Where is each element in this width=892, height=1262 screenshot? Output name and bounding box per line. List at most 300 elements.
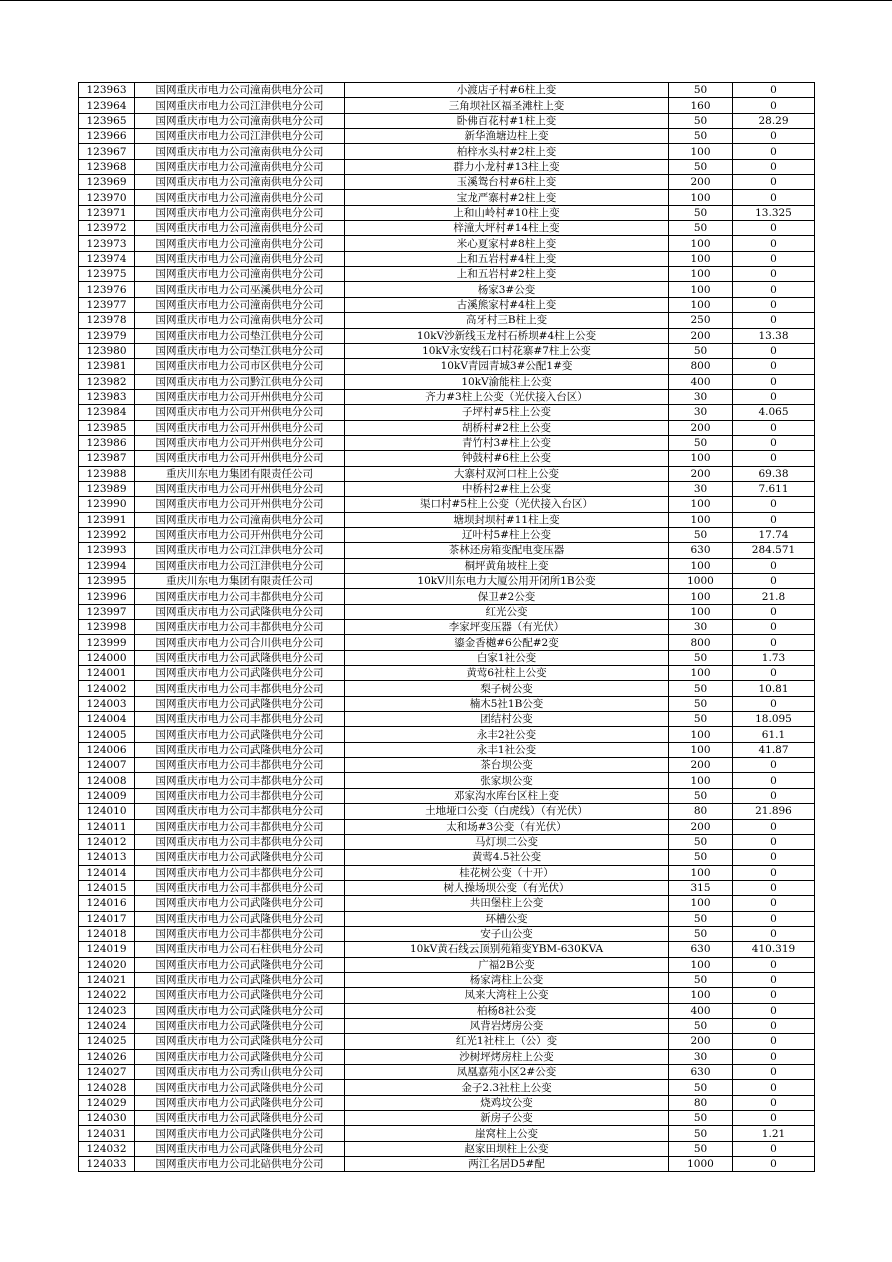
row-id-cell: 124016 bbox=[79, 896, 135, 911]
row-id-cell: 123989 bbox=[79, 481, 135, 496]
row-id-cell: 124005 bbox=[79, 727, 135, 742]
transformer-name-cell: 大寨村双河口柱上公变 bbox=[345, 466, 669, 481]
table-row bbox=[79, 221, 815, 236]
row-id-cell: 123996 bbox=[79, 589, 135, 604]
capacity-cell: 200 bbox=[669, 1034, 733, 1049]
row-id-cell: 123997 bbox=[79, 604, 135, 619]
table-row bbox=[79, 282, 815, 297]
table-row bbox=[79, 527, 815, 542]
capacity-cell: 50 bbox=[669, 129, 733, 144]
transformer-name-cell: 柏梓水头村#2柱上变 bbox=[345, 144, 669, 159]
table-row bbox=[79, 911, 815, 926]
capacity-cell: 50 bbox=[669, 681, 733, 696]
company-cell: 国网重庆市电力公司武隆供电分公司 bbox=[135, 1018, 345, 1033]
company-cell: 国网重庆市电力公司潼南供电分公司 bbox=[135, 236, 345, 251]
table-row bbox=[79, 512, 815, 527]
company-cell: 国网重庆市电力公司垫江供电分公司 bbox=[135, 343, 345, 358]
capacity-cell: 250 bbox=[669, 313, 733, 328]
row-id-cell: 124020 bbox=[79, 957, 135, 972]
table-row bbox=[79, 251, 815, 266]
company-cell: 国网重庆市电力公司武隆供电分公司 bbox=[135, 742, 345, 757]
company-cell: 国网重庆市电力公司开州供电分公司 bbox=[135, 405, 345, 420]
row-id-cell: 124013 bbox=[79, 850, 135, 865]
capacity-cell: 50 bbox=[669, 1111, 733, 1126]
capacity-cell: 50 bbox=[669, 650, 733, 665]
value-cell: 17.74 bbox=[733, 527, 815, 542]
transformer-name-cell: 茶林还房箱变配电变压器 bbox=[345, 543, 669, 558]
row-id-cell: 123998 bbox=[79, 620, 135, 635]
company-cell: 国网重庆市电力公司江津供电分公司 bbox=[135, 558, 345, 573]
capacity-cell: 630 bbox=[669, 1065, 733, 1080]
capacity-cell: 200 bbox=[669, 819, 733, 834]
capacity-cell: 100 bbox=[669, 558, 733, 573]
value-cell: 0 bbox=[733, 880, 815, 895]
capacity-cell: 315 bbox=[669, 880, 733, 895]
capacity-cell: 100 bbox=[669, 267, 733, 282]
value-cell: 21.896 bbox=[733, 804, 815, 819]
capacity-cell: 100 bbox=[669, 988, 733, 1003]
table-row bbox=[79, 666, 815, 681]
table-row bbox=[79, 620, 815, 635]
row-id-cell: 124018 bbox=[79, 926, 135, 941]
transformer-name-cell: 土地垭口公变（白虎线）（有光伏） bbox=[345, 804, 669, 819]
row-id-cell: 123990 bbox=[79, 497, 135, 512]
company-cell: 国网重庆市电力公司潼南供电分公司 bbox=[135, 175, 345, 190]
company-cell: 国网重庆市电力公司垫江供电分公司 bbox=[135, 328, 345, 343]
capacity-cell: 100 bbox=[669, 236, 733, 251]
value-cell: 0 bbox=[733, 297, 815, 312]
table-row bbox=[79, 267, 815, 282]
table-row bbox=[79, 451, 815, 466]
capacity-cell: 80 bbox=[669, 1095, 733, 1110]
company-cell: 国网重庆市电力公司秀山供电分公司 bbox=[135, 1065, 345, 1080]
transformer-name-cell: 子坪村#5柱上公变 bbox=[345, 405, 669, 420]
company-cell: 国网重庆市电力公司潼南供电分公司 bbox=[135, 144, 345, 159]
transformer-name-cell: 红光1社柱上（公）变 bbox=[345, 1034, 669, 1049]
transformer-name-cell: 崖窝柱上公变 bbox=[345, 1126, 669, 1141]
transformer-name-cell: 上和五岩村#4柱上变 bbox=[345, 251, 669, 266]
value-cell: 0 bbox=[733, 221, 815, 236]
row-id-cell: 123988 bbox=[79, 466, 135, 481]
row-id-cell: 123970 bbox=[79, 190, 135, 205]
value-cell: 0 bbox=[733, 865, 815, 880]
company-cell: 国网重庆市电力公司开州供电分公司 bbox=[135, 481, 345, 496]
table-row bbox=[79, 481, 815, 496]
company-cell: 国网重庆市电力公司武隆供电分公司 bbox=[135, 850, 345, 865]
table-row bbox=[79, 742, 815, 757]
value-cell: 0 bbox=[733, 159, 815, 174]
transformer-name-cell: 宝龙严寨村#2柱上变 bbox=[345, 190, 669, 205]
company-cell: 国网重庆市电力公司丰都供电分公司 bbox=[135, 773, 345, 788]
company-cell: 国网重庆市电力公司市区供电分公司 bbox=[135, 359, 345, 374]
capacity-cell: 30 bbox=[669, 1049, 733, 1064]
row-id-cell: 124006 bbox=[79, 742, 135, 757]
capacity-cell: 50 bbox=[669, 343, 733, 358]
row-id-cell: 123993 bbox=[79, 543, 135, 558]
capacity-cell: 50 bbox=[669, 926, 733, 941]
capacity-cell: 200 bbox=[669, 420, 733, 435]
capacity-cell: 50 bbox=[669, 83, 733, 98]
value-cell: 0 bbox=[733, 451, 815, 466]
company-cell: 国网重庆市电力公司武隆供电分公司 bbox=[135, 957, 345, 972]
transformer-name-cell: 钟鼓村#6柱上公变 bbox=[345, 451, 669, 466]
transformer-name-cell: 保卫#2公变 bbox=[345, 589, 669, 604]
value-cell: 0 bbox=[733, 236, 815, 251]
company-cell: 国网重庆市电力公司潼南供电分公司 bbox=[135, 83, 345, 98]
company-cell: 国网重庆市电力公司丰都供电分公司 bbox=[135, 788, 345, 803]
capacity-cell: 100 bbox=[669, 190, 733, 205]
value-cell: 0 bbox=[733, 190, 815, 205]
value-cell: 0 bbox=[733, 911, 815, 926]
capacity-cell: 50 bbox=[669, 1126, 733, 1141]
value-cell: 0 bbox=[733, 98, 815, 113]
row-id-cell: 124011 bbox=[79, 819, 135, 834]
transformer-name-cell: 赵家田坝柱上公变 bbox=[345, 1141, 669, 1156]
transformer-name-cell: 新房子公变 bbox=[345, 1111, 669, 1126]
capacity-cell: 50 bbox=[669, 205, 733, 220]
value-cell: 0 bbox=[733, 1157, 815, 1172]
value-cell: 0 bbox=[733, 1003, 815, 1018]
transformer-name-cell: 马灯坝二公变 bbox=[345, 834, 669, 849]
capacity-cell: 630 bbox=[669, 942, 733, 957]
capacity-cell: 50 bbox=[669, 911, 733, 926]
table-row bbox=[79, 926, 815, 941]
transformer-name-cell: 永丰1社公变 bbox=[345, 742, 669, 757]
transformer-name-cell: 黄莺6社柱上公变 bbox=[345, 666, 669, 681]
company-cell: 重庆川东电力集团有限责任公司 bbox=[135, 574, 345, 589]
value-cell: 18.095 bbox=[733, 712, 815, 727]
transformer-name-cell: 10kV川东电力大厦公用开闭所1B公变 bbox=[345, 574, 669, 589]
row-id-cell: 123978 bbox=[79, 313, 135, 328]
value-cell: 0 bbox=[733, 175, 815, 190]
company-cell: 国网重庆市电力公司武隆供电分公司 bbox=[135, 972, 345, 987]
company-cell: 国网重庆市电力公司开州供电分公司 bbox=[135, 435, 345, 450]
capacity-cell: 100 bbox=[669, 604, 733, 619]
table-row bbox=[79, 988, 815, 1003]
table-row bbox=[79, 466, 815, 481]
value-cell: 0 bbox=[733, 926, 815, 941]
company-cell: 国网重庆市电力公司丰都供电分公司 bbox=[135, 804, 345, 819]
company-cell: 国网重庆市电力公司武隆供电分公司 bbox=[135, 1034, 345, 1049]
row-id-cell: 124015 bbox=[79, 880, 135, 895]
transformer-name-cell: 10kV黄石线云顶别苑箱变YBM-630KVA bbox=[345, 942, 669, 957]
transformer-name-cell: 李家坪变压器（有光伏） bbox=[345, 620, 669, 635]
table-row bbox=[79, 957, 815, 972]
value-cell: 0 bbox=[733, 1049, 815, 1064]
row-id-cell: 124022 bbox=[79, 988, 135, 1003]
table-row bbox=[79, 190, 815, 205]
table-row bbox=[79, 1141, 815, 1156]
table-row bbox=[79, 205, 815, 220]
transformer-name-cell: 烧鸡坟公变 bbox=[345, 1095, 669, 1110]
capacity-cell: 160 bbox=[669, 98, 733, 113]
row-id-cell: 124027 bbox=[79, 1065, 135, 1080]
company-cell: 国网重庆市电力公司武隆供电分公司 bbox=[135, 896, 345, 911]
company-cell: 国网重庆市电力公司武隆供电分公司 bbox=[135, 696, 345, 711]
company-cell: 国网重庆市电力公司丰都供电分公司 bbox=[135, 819, 345, 834]
row-id-cell: 123984 bbox=[79, 405, 135, 420]
transformer-name-cell: 群力小龙村#13柱上变 bbox=[345, 159, 669, 174]
transformer-name-cell: 永丰2社公变 bbox=[345, 727, 669, 742]
transformer-name-cell: 金子2.3社柱上公变 bbox=[345, 1080, 669, 1095]
company-cell: 国网重庆市电力公司武隆供电分公司 bbox=[135, 1111, 345, 1126]
row-id-cell: 123980 bbox=[79, 343, 135, 358]
value-cell: 69.38 bbox=[733, 466, 815, 481]
row-id-cell: 123964 bbox=[79, 98, 135, 113]
capacity-cell: 100 bbox=[669, 957, 733, 972]
table-row bbox=[79, 236, 815, 251]
table-row bbox=[79, 435, 815, 450]
value-cell: 0 bbox=[733, 696, 815, 711]
value-cell: 1.21 bbox=[733, 1126, 815, 1141]
row-id-cell: 124031 bbox=[79, 1126, 135, 1141]
table-row bbox=[79, 635, 815, 650]
transformer-name-cell: 古溪熊家村#4柱上变 bbox=[345, 297, 669, 312]
company-cell: 国网重庆市电力公司巫溪供电分公司 bbox=[135, 282, 345, 297]
capacity-cell: 200 bbox=[669, 758, 733, 773]
company-cell: 国网重庆市电力公司江津供电分公司 bbox=[135, 98, 345, 113]
company-cell: 国网重庆市电力公司武隆供电分公司 bbox=[135, 604, 345, 619]
value-cell: 61.1 bbox=[733, 727, 815, 742]
transformer-name-cell: 红光公变 bbox=[345, 604, 669, 619]
transformer-name-cell: 团结村公变 bbox=[345, 712, 669, 727]
value-cell: 0 bbox=[733, 1141, 815, 1156]
row-id-cell: 124002 bbox=[79, 681, 135, 696]
value-cell: 0 bbox=[733, 512, 815, 527]
capacity-cell: 100 bbox=[669, 297, 733, 312]
table-row bbox=[79, 1065, 815, 1080]
transformer-name-cell: 桐坪黄角坡柱上变 bbox=[345, 558, 669, 573]
value-cell: 284.571 bbox=[733, 543, 815, 558]
capacity-cell: 400 bbox=[669, 1003, 733, 1018]
transformer-name-cell: 青竹村3#柱上公变 bbox=[345, 435, 669, 450]
value-cell: 10.81 bbox=[733, 681, 815, 696]
table-row bbox=[79, 313, 815, 328]
capacity-cell: 400 bbox=[669, 374, 733, 389]
transformer-name-cell: 茶台坝公变 bbox=[345, 758, 669, 773]
transformer-table bbox=[78, 82, 815, 1172]
company-cell: 国网重庆市电力公司北碚供电分公司 bbox=[135, 1157, 345, 1172]
value-cell: 0 bbox=[733, 1111, 815, 1126]
value-cell: 0 bbox=[733, 758, 815, 773]
capacity-cell: 50 bbox=[669, 712, 733, 727]
transformer-name-cell: 10kV青园青城3#公配1#变 bbox=[345, 359, 669, 374]
value-cell: 0 bbox=[733, 635, 815, 650]
row-id-cell: 123972 bbox=[79, 221, 135, 236]
capacity-cell: 50 bbox=[669, 972, 733, 987]
transformer-name-cell: 梓潼大坪村#14柱上变 bbox=[345, 221, 669, 236]
row-id-cell: 124000 bbox=[79, 650, 135, 665]
company-cell: 国网重庆市电力公司武隆供电分公司 bbox=[135, 988, 345, 1003]
transformer-name-cell: 上和五岩村#2柱上变 bbox=[345, 267, 669, 282]
company-cell: 国网重庆市电力公司武隆供电分公司 bbox=[135, 1126, 345, 1141]
company-cell: 国网重庆市电力公司武隆供电分公司 bbox=[135, 1095, 345, 1110]
capacity-cell: 50 bbox=[669, 788, 733, 803]
transformer-name-cell: 10kV沙新线玉龙村石桥坝#4柱上公变 bbox=[345, 328, 669, 343]
table-row bbox=[79, 98, 815, 113]
company-cell: 国网重庆市电力公司黔江供电分公司 bbox=[135, 374, 345, 389]
table-row bbox=[79, 159, 815, 174]
value-cell: 0 bbox=[733, 620, 815, 635]
table-row bbox=[79, 727, 815, 742]
capacity-cell: 100 bbox=[669, 512, 733, 527]
capacity-cell: 100 bbox=[669, 666, 733, 681]
company-cell: 国网重庆市电力公司丰都供电分公司 bbox=[135, 926, 345, 941]
value-cell: 0 bbox=[733, 574, 815, 589]
company-cell: 国网重庆市电力公司武隆供电分公司 bbox=[135, 1141, 345, 1156]
transformer-name-cell: 杨家湾柱上公变 bbox=[345, 972, 669, 987]
capacity-cell: 50 bbox=[669, 1141, 733, 1156]
row-id-cell: 123991 bbox=[79, 512, 135, 527]
transformer-name-cell: 塘坝封坝村#11柱上变 bbox=[345, 512, 669, 527]
row-id-cell: 124004 bbox=[79, 712, 135, 727]
row-id-cell: 123966 bbox=[79, 129, 135, 144]
value-cell: 0 bbox=[733, 83, 815, 98]
row-id-cell: 124026 bbox=[79, 1049, 135, 1064]
company-cell: 国网重庆市电力公司潼南供电分公司 bbox=[135, 205, 345, 220]
transformer-name-cell: 凤凰嘉苑小区2#公变 bbox=[345, 1065, 669, 1080]
transformer-name-cell: 桂花树公变（十开） bbox=[345, 865, 669, 880]
transformer-name-cell: 两江名居D5#配 bbox=[345, 1157, 669, 1172]
company-cell: 国网重庆市电力公司武隆供电分公司 bbox=[135, 1003, 345, 1018]
value-cell: 0 bbox=[733, 788, 815, 803]
company-cell: 重庆川东电力集团有限责任公司 bbox=[135, 466, 345, 481]
value-cell: 0 bbox=[733, 972, 815, 987]
capacity-cell: 100 bbox=[669, 497, 733, 512]
company-cell: 国网重庆市电力公司潼南供电分公司 bbox=[135, 313, 345, 328]
company-cell: 国网重庆市电力公司潼南供电分公司 bbox=[135, 512, 345, 527]
transformer-name-cell: 小渡店子村#6柱上变 bbox=[345, 83, 669, 98]
value-cell: 0 bbox=[733, 251, 815, 266]
row-id-cell: 124029 bbox=[79, 1095, 135, 1110]
row-id-cell: 123992 bbox=[79, 527, 135, 542]
company-cell: 国网重庆市电力公司江津供电分公司 bbox=[135, 129, 345, 144]
table-row bbox=[79, 1095, 815, 1110]
value-cell: 0 bbox=[733, 282, 815, 297]
table-row bbox=[79, 574, 815, 589]
capacity-cell: 50 bbox=[669, 221, 733, 236]
row-id-cell: 124019 bbox=[79, 942, 135, 957]
capacity-cell: 100 bbox=[669, 589, 733, 604]
row-id-cell: 124009 bbox=[79, 788, 135, 803]
transformer-name-cell: 三角坝社区福圣滩柱上变 bbox=[345, 98, 669, 113]
table-row bbox=[79, 405, 815, 420]
row-id-cell: 124030 bbox=[79, 1111, 135, 1126]
row-id-cell: 123995 bbox=[79, 574, 135, 589]
company-cell: 国网重庆市电力公司潼南供电分公司 bbox=[135, 251, 345, 266]
company-cell: 国网重庆市电力公司丰都供电分公司 bbox=[135, 620, 345, 635]
value-cell: 0 bbox=[733, 604, 815, 619]
table-row bbox=[79, 1034, 815, 1049]
value-cell: 0 bbox=[733, 773, 815, 788]
row-id-cell: 123971 bbox=[79, 205, 135, 220]
company-cell: 国网重庆市电力公司潼南供电分公司 bbox=[135, 190, 345, 205]
row-id-cell: 123986 bbox=[79, 435, 135, 450]
transformer-name-cell: 高牙村三B柱上变 bbox=[345, 313, 669, 328]
company-cell: 国网重庆市电力公司武隆供电分公司 bbox=[135, 666, 345, 681]
table-row bbox=[79, 497, 815, 512]
row-id-cell: 123999 bbox=[79, 635, 135, 650]
company-cell: 国网重庆市电力公司丰都供电分公司 bbox=[135, 865, 345, 880]
capacity-cell: 50 bbox=[669, 527, 733, 542]
value-cell: 0 bbox=[733, 1095, 815, 1110]
transformer-name-cell: 凤来大湾柱上公变 bbox=[345, 988, 669, 1003]
value-cell: 0 bbox=[733, 666, 815, 681]
row-id-cell: 123977 bbox=[79, 297, 135, 312]
transformer-name-cell: 安子山公变 bbox=[345, 926, 669, 941]
row-id-cell: 123963 bbox=[79, 83, 135, 98]
transformer-name-cell: 梨子树公变 bbox=[345, 681, 669, 696]
value-cell: 0 bbox=[733, 850, 815, 865]
table-row bbox=[79, 374, 815, 389]
table-row bbox=[79, 589, 815, 604]
table-row bbox=[79, 773, 815, 788]
transformer-name-cell: 树人操场坝公变（有光伏） bbox=[345, 880, 669, 895]
value-cell: 0 bbox=[733, 129, 815, 144]
row-id-cell: 124024 bbox=[79, 1018, 135, 1033]
table-row bbox=[79, 328, 815, 343]
value-cell: 0 bbox=[733, 435, 815, 450]
transformer-name-cell: 共田堡柱上公变 bbox=[345, 896, 669, 911]
transformer-name-cell: 黄莺4.5社公变 bbox=[345, 850, 669, 865]
capacity-cell: 100 bbox=[669, 742, 733, 757]
transformer-name-cell: 风背岩烤房公变 bbox=[345, 1018, 669, 1033]
row-id-cell: 124003 bbox=[79, 696, 135, 711]
table-row bbox=[79, 650, 815, 665]
row-id-cell: 123968 bbox=[79, 159, 135, 174]
row-id-cell: 124028 bbox=[79, 1080, 135, 1095]
row-id-cell: 123994 bbox=[79, 558, 135, 573]
capacity-cell: 100 bbox=[669, 251, 733, 266]
transformer-name-cell: 鎏金香樾#6公配#2变 bbox=[345, 635, 669, 650]
capacity-cell: 30 bbox=[669, 620, 733, 635]
value-cell: 13.38 bbox=[733, 328, 815, 343]
capacity-cell: 80 bbox=[669, 804, 733, 819]
company-cell: 国网重庆市电力公司石柱供电分公司 bbox=[135, 942, 345, 957]
row-id-cell: 124025 bbox=[79, 1034, 135, 1049]
capacity-cell: 100 bbox=[669, 865, 733, 880]
capacity-cell: 630 bbox=[669, 543, 733, 558]
row-id-cell: 124021 bbox=[79, 972, 135, 987]
table-row bbox=[79, 129, 815, 144]
table-row bbox=[79, 604, 815, 619]
transformer-name-cell: 广福2B公变 bbox=[345, 957, 669, 972]
value-cell: 1.73 bbox=[733, 650, 815, 665]
value-cell: 0 bbox=[733, 957, 815, 972]
value-cell: 0 bbox=[733, 267, 815, 282]
table-row bbox=[79, 1157, 815, 1172]
table-row bbox=[79, 1049, 815, 1064]
table-row bbox=[79, 1018, 815, 1033]
table-row bbox=[79, 696, 815, 711]
value-cell: 0 bbox=[733, 343, 815, 358]
capacity-cell: 100 bbox=[669, 773, 733, 788]
table-row bbox=[79, 880, 815, 895]
value-cell: 0 bbox=[733, 988, 815, 1003]
company-cell: 国网重庆市电力公司潼南供电分公司 bbox=[135, 113, 345, 128]
table-row bbox=[79, 942, 815, 957]
value-cell: 0 bbox=[733, 359, 815, 374]
company-cell: 国网重庆市电力公司开州供电分公司 bbox=[135, 451, 345, 466]
value-cell: 0 bbox=[733, 834, 815, 849]
table-row bbox=[79, 804, 815, 819]
capacity-cell: 30 bbox=[669, 481, 733, 496]
row-id-cell: 123982 bbox=[79, 374, 135, 389]
capacity-cell: 200 bbox=[669, 328, 733, 343]
row-id-cell: 124001 bbox=[79, 666, 135, 681]
company-cell: 国网重庆市电力公司丰都供电分公司 bbox=[135, 712, 345, 727]
company-cell: 国网重庆市电力公司开州供电分公司 bbox=[135, 527, 345, 542]
